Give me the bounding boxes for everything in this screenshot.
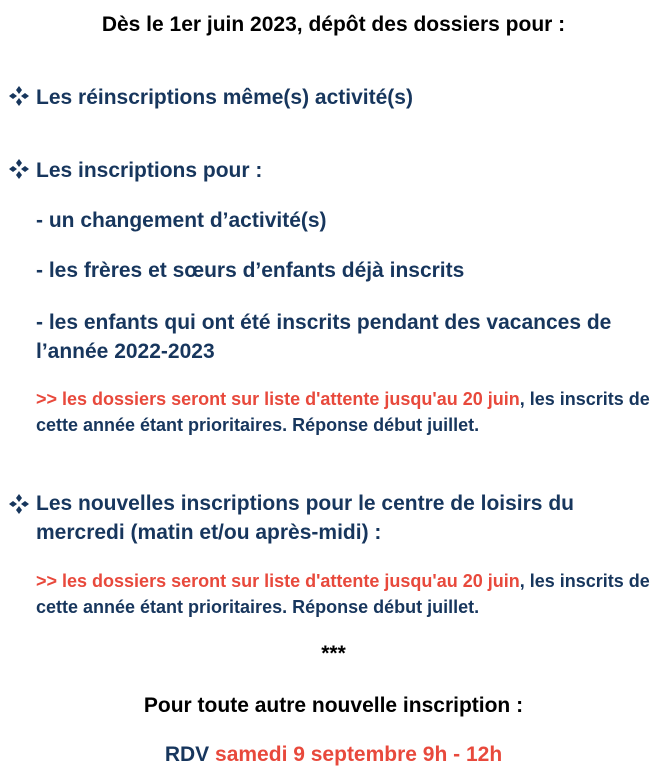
waiting-list-details: , les inscrits de cette année étant prioritaires. Réponse début juillet. (36, 389, 650, 435)
waiting-list-details: , les inscrits de cette année étant prioritaires. Réponse début juillet. (36, 571, 650, 617)
rdv-date: samedi 9 septembre 9h - 12h (215, 743, 503, 766)
waiting-list-warning: >> les dossiers seront sur liste d'attente jusqu'au 20 juin (36, 389, 520, 409)
waiting-list-note (36, 386, 661, 438)
section-reinscriptions (8, 83, 658, 112)
section-nouvelles-inscriptions (8, 489, 658, 547)
page-heading: Dès le 1er juin 2023, dépôt des dossiers pour : (101, 13, 566, 36)
rdv-label: RDV (164, 743, 210, 766)
waiting-list-note (36, 568, 661, 620)
section-title: Les nouvelles inscriptions pour le centre de loisirs du mercredi (matin et/ou après-midi) : (36, 492, 574, 544)
list-item: - les frères et sœurs d’enfants déjà inscrits (36, 259, 465, 282)
diamond-bullet-icon (8, 493, 30, 515)
list-item: - les enfants qui ont été inscrits pendant des vacances de l’année 2022-2023 (36, 311, 612, 363)
list-item: - un changement d’activité(s) (36, 209, 327, 232)
other-inscription-heading: Pour toute autre nouvelle inscription : (143, 694, 524, 717)
diamond-bullet-icon (8, 85, 30, 107)
section-title: Les inscriptions pour : (36, 159, 263, 182)
diamond-bullet-icon (8, 158, 30, 180)
section-inscriptions (8, 156, 658, 185)
section-title: Les réinscriptions même(s) activité(s) (36, 86, 413, 109)
rdv-line (0, 741, 667, 769)
separator: *** (321, 642, 346, 665)
waiting-list-warning: >> les dossiers seront sur liste d'attente jusqu'au 20 juin (36, 571, 520, 591)
